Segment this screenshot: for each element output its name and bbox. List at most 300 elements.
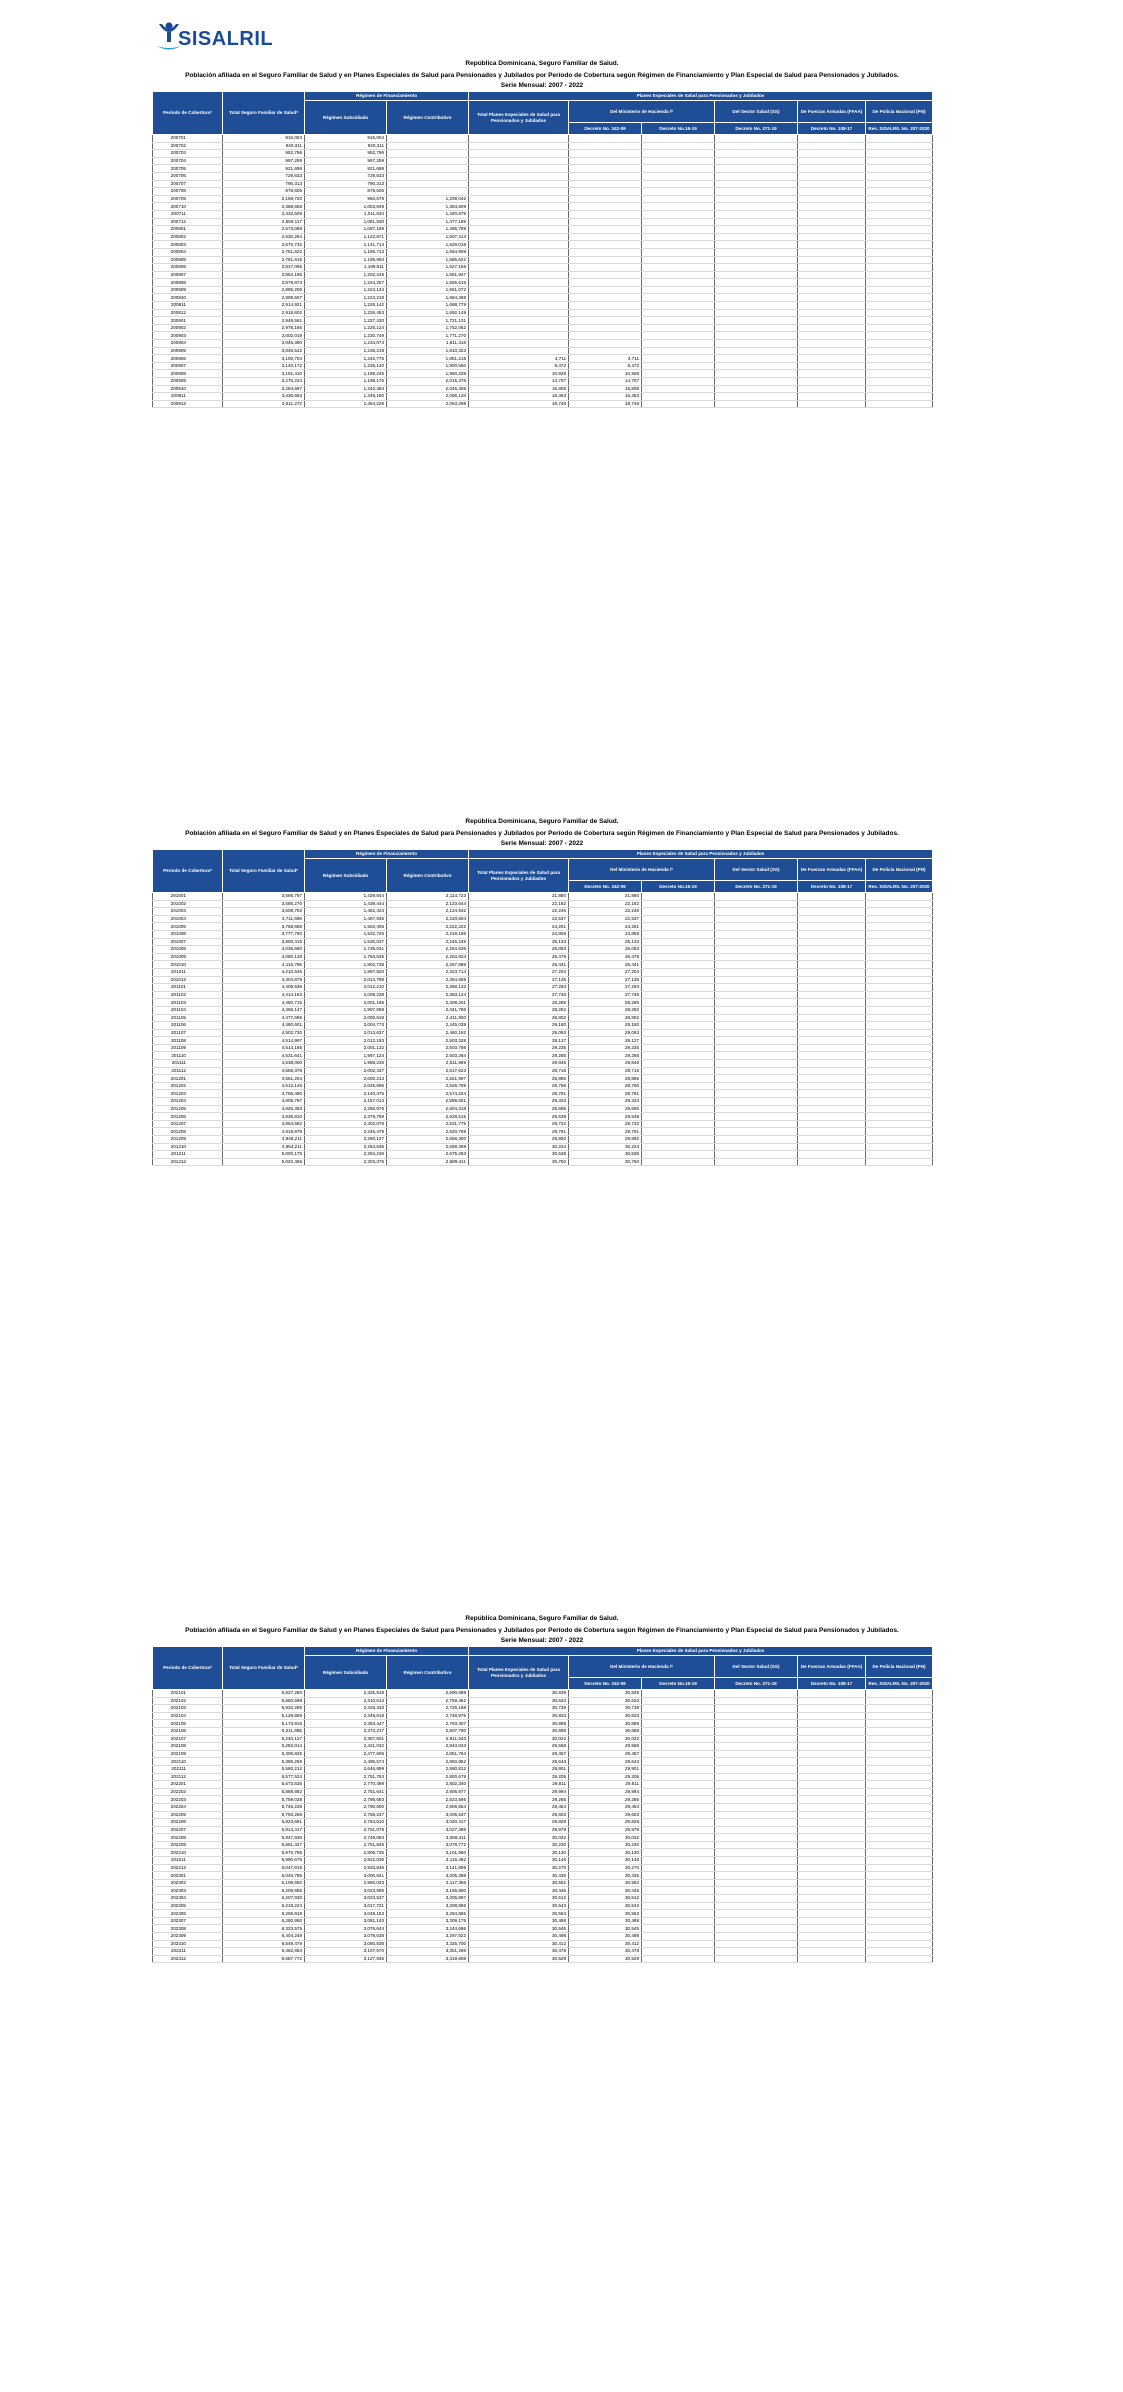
col-res-pn: Res. SISALRIL No. 207-2020 xyxy=(866,1678,933,1690)
col-contributivo: Régimen Contributivo xyxy=(387,1656,469,1690)
cell-dec-16 xyxy=(642,1955,715,1963)
cell-sector-salud xyxy=(715,1151,798,1159)
col-res-pn: Res. SISALRIL No. 207-2020 xyxy=(866,881,933,893)
table-row xyxy=(153,1037,933,1045)
cell-total-planes: 22,182 xyxy=(469,900,569,908)
cell-subsidiado: 2,751,845 xyxy=(305,1841,387,1849)
cell-sector-salud xyxy=(715,188,798,196)
cell-contributivo: 2,689,411 xyxy=(387,1158,469,1166)
cell-dec-342: 30,498 xyxy=(569,1933,642,1941)
col-pn: De Policía Nacional (PN) xyxy=(866,1656,933,1678)
cell-contributivo: 2,574,224 xyxy=(387,1090,469,1098)
cell-periodo: 200904 xyxy=(153,340,223,348)
cell-total: 5,173,916 xyxy=(223,1720,305,1728)
cell-contributivo: 2,843,043 xyxy=(387,1743,469,1751)
cell-dec-16 xyxy=(642,279,715,287)
cell-subsidiado: 1,454,226 xyxy=(305,400,387,408)
cell-total: 5,827,280 xyxy=(223,1690,305,1698)
cell-dec-342: 16,363 xyxy=(569,393,642,401)
cell-dec-16 xyxy=(642,210,715,218)
cell-contributivo: 3,141,899 xyxy=(387,1864,469,1872)
cell-subsidiado: 1,242,775 xyxy=(305,355,387,363)
cell-ffaa xyxy=(798,1098,866,1106)
col-dec-342: Decreto No. 342-09 xyxy=(569,123,642,135)
cell-pn xyxy=(866,1902,933,1910)
cell-periodo: 202108 xyxy=(153,1743,223,1751)
cell-total: 2,978,186 xyxy=(223,324,305,332)
cell-dec-16 xyxy=(642,1819,715,1827)
cell-ffaa xyxy=(798,1060,866,1068)
cell-dec-342: 26,093 xyxy=(569,946,642,954)
sisalril-logo xyxy=(156,20,274,56)
cell-periodo: 202207 xyxy=(153,1826,223,1834)
cell-dec-342: 29,285 xyxy=(569,1796,642,1804)
cell-periodo: 201008 xyxy=(153,946,223,954)
cell-subsidiado: 997,259 xyxy=(305,157,387,165)
cell-total: 5,746,238 xyxy=(223,1803,305,1811)
cell-contributivo: 3,284,865 xyxy=(387,1910,469,1918)
cell-contributivo: 2,368,133 xyxy=(387,984,469,992)
cell-pn xyxy=(866,195,933,203)
cell-pn xyxy=(866,256,933,264)
col-contributivo: Régimen Contributivo xyxy=(387,859,469,893)
cell-contributivo: 3,325,700 xyxy=(387,1940,469,1948)
cell-dec-342 xyxy=(569,150,642,158)
cell-contributivo: 3,020,417 xyxy=(387,1819,469,1827)
cell-dec-16 xyxy=(642,1090,715,1098)
table-row xyxy=(153,1803,933,1811)
cell-sector-salud xyxy=(715,1727,798,1735)
cell-contributivo: 3,079,772 xyxy=(387,1841,469,1849)
cell-subsidiado: 952,796 xyxy=(305,150,387,158)
cell-contributivo: 2,323,714 xyxy=(387,968,469,976)
cell-ffaa xyxy=(798,1143,866,1151)
table-row xyxy=(153,1151,933,1159)
cell-ffaa xyxy=(798,195,866,203)
cell-pn xyxy=(866,157,933,165)
cell-total: 5,823,691 xyxy=(223,1819,305,1827)
cell-pn xyxy=(866,1697,933,1705)
cell-ffaa xyxy=(798,968,866,976)
table-row xyxy=(153,1758,933,1766)
cell-contributivo: 2,806,977 xyxy=(387,1788,469,1796)
cell-total-planes: 29,828 xyxy=(469,1819,569,1827)
cell-sector-salud xyxy=(715,1811,798,1819)
table-row xyxy=(153,1120,933,1128)
cell-total-planes xyxy=(469,210,569,218)
logo-text: SISALRIL xyxy=(178,28,274,50)
cell-ffaa xyxy=(798,1044,866,1052)
cell-dec-16 xyxy=(642,1006,715,1014)
cell-contributivo: 2,503,284 xyxy=(387,1052,469,1060)
cell-sector-salud xyxy=(715,150,798,158)
cell-ffaa xyxy=(798,165,866,173)
cell-dec-342: 28,716 xyxy=(569,1067,642,1075)
cell-subsidiado: 1,349,180 xyxy=(305,393,387,401)
report-serie: Serie Mensual: 2007 - 2022 xyxy=(500,840,584,847)
cell-subsidiado: 3,107,570 xyxy=(305,1948,387,1956)
cell-periodo: 201101 xyxy=(153,984,223,992)
cell-ffaa xyxy=(798,1834,866,1842)
cell-dec-342: 8,472 xyxy=(569,362,642,370)
cell-dec-342: 21,880 xyxy=(569,893,642,901)
table-row xyxy=(153,241,933,249)
cell-total: 3,711,696 xyxy=(223,915,305,923)
cell-ffaa xyxy=(798,953,866,961)
cell-total: 4,450,715 xyxy=(223,999,305,1007)
cell-total: 4,825,393 xyxy=(223,1105,305,1113)
cell-contributivo: 2,511,889 xyxy=(387,1060,469,1068)
col-regimen-group: Régimen de Financiamiento xyxy=(305,1647,469,1656)
cell-total: 5,990,676 xyxy=(223,1857,305,1865)
cell-periodo: 200703 xyxy=(153,150,223,158)
cell-subsidiado: 3,076,644 xyxy=(305,1925,387,1933)
cell-sector-salud xyxy=(715,324,798,332)
cell-dec-342 xyxy=(569,241,642,249)
cell-pn xyxy=(866,385,933,393)
cell-dec-342 xyxy=(569,210,642,218)
cell-total-planes: 27,293 xyxy=(469,984,569,992)
cell-dec-342: 29,333 xyxy=(569,1098,642,1106)
cell-sector-salud xyxy=(715,203,798,211)
cell-dec-16 xyxy=(642,195,715,203)
table-row xyxy=(153,1690,933,1698)
cell-pn xyxy=(866,1720,933,1728)
cell-dec-342 xyxy=(569,172,642,180)
cell-subsidiado: 1,141,714 xyxy=(305,241,387,249)
report-serie: Serie Mensual: 2007 - 2022 xyxy=(500,1637,584,1644)
cell-contributivo: 2,264,636 xyxy=(387,946,469,954)
cell-total-planes: 30,488 xyxy=(469,1917,569,1925)
cell-periodo: 200805 xyxy=(153,256,223,264)
cell-ffaa xyxy=(798,1857,866,1865)
cell-dec-342: 29,205 xyxy=(569,1773,642,1781)
cell-pn xyxy=(866,271,933,279)
cell-ffaa xyxy=(798,226,866,234)
cell-periodo: 202210 xyxy=(153,1849,223,1857)
cell-dec-342: 30,543 xyxy=(569,1902,642,1910)
cell-dec-16 xyxy=(642,961,715,969)
cell-dec-16 xyxy=(642,218,715,226)
cell-dec-342: 29,568 xyxy=(569,1743,642,1751)
cell-subsidiado: 950,678 xyxy=(305,195,387,203)
table-row xyxy=(153,1735,933,1743)
cell-contributivo: 3,208,866 xyxy=(387,1902,469,1910)
cell-dec-16 xyxy=(642,1712,715,1720)
cell-total: 4,477,688 xyxy=(223,1014,305,1022)
cell-dec-16 xyxy=(642,1750,715,1758)
cell-total-planes xyxy=(469,165,569,173)
cell-sector-salud xyxy=(715,1720,798,1728)
cell-periodo: 202107 xyxy=(153,1735,223,1743)
cell-subsidiado: 2,751,753 xyxy=(305,1773,387,1781)
cell-dec-342: 27,746 xyxy=(569,991,642,999)
table-row xyxy=(153,195,933,203)
cell-dec-16 xyxy=(642,385,715,393)
cell-pn xyxy=(866,286,933,294)
cell-periodo: 202101 xyxy=(153,1690,223,1698)
cell-contributivo: 2,906,854 xyxy=(387,1803,469,1811)
cell-total: 3,608,792 xyxy=(223,908,305,916)
cell-contributivo: 2,503,328 xyxy=(387,1037,469,1045)
cell-sector-salud xyxy=(715,1029,798,1037)
cell-total-planes: 30,562 xyxy=(469,1879,569,1887)
cell-dec-342: 18,748 xyxy=(569,400,642,408)
col-regimen-group: Régimen de Financiamiento xyxy=(305,92,469,101)
cell-ffaa xyxy=(798,908,866,916)
cell-subsidiado: 2,000,213 xyxy=(305,1075,387,1083)
cell-pn xyxy=(866,984,933,992)
cell-sector-salud xyxy=(715,1781,798,1789)
cell-total-planes: 21,880 xyxy=(469,893,569,901)
cell-dec-16 xyxy=(642,1098,715,1106)
cell-dec-342 xyxy=(569,165,642,173)
cell-sector-salud xyxy=(715,286,798,294)
cell-pn xyxy=(866,302,933,310)
cell-sector-salud xyxy=(715,1933,798,1941)
cell-total-planes: 26,093 xyxy=(469,946,569,954)
cell-dec-16 xyxy=(642,1841,715,1849)
cell-dec-342: 30,130 xyxy=(569,1849,642,1857)
cell-dec-16 xyxy=(642,930,715,938)
cell-ffaa xyxy=(798,1864,866,1872)
cell-total-planes xyxy=(469,203,569,211)
table-row xyxy=(153,1857,933,1865)
cell-sector-salud xyxy=(715,1158,798,1166)
cell-periodo: 201110 xyxy=(153,1052,223,1060)
cell-ffaa xyxy=(798,900,866,908)
cell-total: 4,531,641 xyxy=(223,1052,305,1060)
cell-dec-342 xyxy=(569,180,642,188)
table-row xyxy=(153,1925,933,1933)
cell-dec-16 xyxy=(642,1933,715,1941)
cell-total-planes xyxy=(469,271,569,279)
cell-sector-salud xyxy=(715,1143,798,1151)
report-subtitle: Población afiliada en el Seguro Familiar de Salud y en Planes Especiales de Salud para Pensionados y Jubilados por Período de Cobertura según Régimen de Financiamiento y Plan Especial de Salud para Pensionados y Jubilados. xyxy=(185,72,899,79)
cell-pn xyxy=(866,188,933,196)
cell-pn xyxy=(866,294,933,302)
cell-dec-16 xyxy=(642,946,715,954)
cell-dec-342: 29,732 xyxy=(569,1120,642,1128)
cell-ffaa xyxy=(798,1773,866,1781)
cell-subsidiado: 1,011,634 xyxy=(305,210,387,218)
col-periodo: Período de Cobertura* xyxy=(153,1647,223,1690)
cell-contributivo: 2,800,678 xyxy=(387,1773,469,1781)
cell-pn xyxy=(866,210,933,218)
cell-pn xyxy=(866,1037,933,1045)
cell-sector-salud xyxy=(715,256,798,264)
cell-total: 3,045,390 xyxy=(223,340,305,348)
cell-dec-16 xyxy=(642,370,715,378)
cell-contributivo: 1,811,316 xyxy=(387,340,469,348)
cell-total: 952,796 xyxy=(223,150,305,158)
cell-dec-342: 26,441 xyxy=(569,961,642,969)
cell-total: 4,919,979 xyxy=(223,1128,305,1136)
cell-subsidiado: 2,795,693 xyxy=(305,1796,387,1804)
cell-contributivo: 3,351,286 xyxy=(387,1948,469,1956)
cell-sector-salud xyxy=(715,915,798,923)
table-row xyxy=(153,1082,933,1090)
report-subtitle: Población afiliada en el Seguro Familiar de Salud y en Planes Especiales de Salud para Pensionados y Jubilados por Período de Cobertura según Régimen de Financiamiento y Plan Especial de Salud para Pensionados y Jubilados. xyxy=(185,830,899,837)
cell-sector-salud xyxy=(715,976,798,984)
cell-total: 5,580,212 xyxy=(223,1765,305,1773)
cell-total: 4,210,645 xyxy=(223,968,305,976)
cell-total: 4,409,636 xyxy=(223,984,305,992)
cell-sector-salud xyxy=(715,984,798,992)
cell-subsidiado: 1,736,031 xyxy=(305,946,387,954)
cell-contributivo: 3,116,492 xyxy=(387,1857,469,1865)
cell-total: 6,482,654 xyxy=(223,1948,305,1956)
cell-ffaa xyxy=(798,946,866,954)
cell-ffaa xyxy=(798,1917,866,1925)
cell-subsidiado: 2,325,918 xyxy=(305,1690,387,1698)
cell-ffaa xyxy=(798,1841,866,1849)
cell-contributivo xyxy=(387,157,469,165)
cell-sector-salud xyxy=(715,1955,798,1963)
cell-pn xyxy=(866,900,933,908)
cell-subsidiado: 2,950,033 xyxy=(305,1879,387,1887)
cell-subsidiado: 1,429,844 xyxy=(305,893,387,901)
cell-subsidiado: 2,013,798 xyxy=(305,976,387,984)
cell-contributivo: 1,477,185 xyxy=(387,218,469,226)
col-sector-salud: Del Sector Salud (SS) xyxy=(715,1656,798,1678)
cell-total: 4,948,211 xyxy=(223,1136,305,1144)
cell-total: 5,211,695 xyxy=(223,1727,305,1735)
cell-pn xyxy=(866,1895,933,1903)
cell-subsidiado: 2,246,479 xyxy=(305,1128,387,1136)
cell-total: 2,908,507 xyxy=(223,294,305,302)
cell-total-planes: 30,833 xyxy=(469,1712,569,1720)
cell-contributivo: 2,267,886 xyxy=(387,961,469,969)
cell-subsidiado: 2,387,601 xyxy=(305,1735,387,1743)
cell-dec-16 xyxy=(642,1857,715,1865)
cell-dec-342: 29,979 xyxy=(569,1826,642,1834)
cell-dec-16 xyxy=(642,355,715,363)
cell-contributivo: 2,045,405 xyxy=(387,385,469,393)
cell-ffaa xyxy=(798,1743,866,1751)
cell-contributivo xyxy=(387,188,469,196)
cell-periodo: 202311 xyxy=(153,1948,223,1956)
cell-pn xyxy=(866,165,933,173)
cell-dec-16 xyxy=(642,1720,715,1728)
table-row xyxy=(153,1743,933,1751)
cell-dec-16 xyxy=(642,1735,715,1743)
cell-total-planes: 30,688 xyxy=(469,1727,569,1735)
cell-subsidiado: 1,226,453 xyxy=(305,309,387,317)
cell-pn xyxy=(866,1151,933,1159)
cell-contributivo: 2,620,769 xyxy=(387,1128,469,1136)
cell-pn xyxy=(866,1864,933,1872)
cell-contributivo: 2,590,688 xyxy=(387,1690,469,1698)
cell-subsidiado: 729,633 xyxy=(305,172,387,180)
cell-total: 6,280,950 xyxy=(223,1917,305,1925)
cell-dec-342: 30,688 xyxy=(569,1727,642,1735)
cell-contributivo xyxy=(387,150,469,158)
cell-pn xyxy=(866,203,933,211)
col-dec-108: Decreto No. 108-17 xyxy=(798,881,866,893)
cell-dec-342: 27,293 xyxy=(569,984,642,992)
table-row xyxy=(153,1895,933,1903)
cell-subsidiado: 2,008,238 xyxy=(305,991,387,999)
cell-total-planes: 30,563 xyxy=(469,1910,569,1918)
cell-total: 4,954,211 xyxy=(223,1143,305,1151)
cell-contributivo: 3,205,897 xyxy=(387,1895,469,1903)
cell-periodo: 200803 xyxy=(153,241,223,249)
cell-subsidiado: 2,751,641 xyxy=(305,1788,387,1796)
cell-sector-salud xyxy=(715,1128,798,1136)
cell-total: 4,036,690 xyxy=(223,946,305,954)
cell-ffaa xyxy=(798,378,866,386)
cell-subsidiado: 2,749,093 xyxy=(305,1834,387,1842)
cell-total-planes xyxy=(469,180,569,188)
cell-dec-342: 29,180 xyxy=(569,1022,642,1030)
col-planes-group: Planes Especiales de Salud para Pensionados y Jubilados xyxy=(469,1647,933,1656)
cell-pn xyxy=(866,1765,933,1773)
cell-dec-342: 30,563 xyxy=(569,1910,642,1918)
cell-dec-16 xyxy=(642,938,715,946)
cell-dec-342: 29,454 xyxy=(569,1803,642,1811)
cell-dec-16 xyxy=(642,332,715,340)
cell-subsidiado: 2,012,210 xyxy=(305,984,387,992)
table-row xyxy=(153,302,933,310)
cell-total: 2,781,615 xyxy=(223,256,305,264)
cell-contributivo: 1,655,616 xyxy=(387,279,469,287)
cell-sector-salud xyxy=(715,923,798,931)
cell-periodo: 202302 xyxy=(153,1879,223,1887)
cell-dec-16 xyxy=(642,991,715,999)
cell-dec-342 xyxy=(569,286,642,294)
cell-contributivo: 2,628,515 xyxy=(387,1113,469,1121)
col-hacienda: Del Ministerio de Hacienda /* xyxy=(569,859,715,881)
cell-periodo: 200911 xyxy=(153,393,223,401)
cell-total: 3,566,797 xyxy=(223,893,305,901)
cell-periodo: 200909 xyxy=(153,378,223,386)
cell-sector-salud xyxy=(715,1022,798,1030)
table-row xyxy=(153,984,933,992)
cell-pn xyxy=(866,1128,933,1136)
cell-total: 5,573,635 xyxy=(223,1781,305,1789)
cell-contributivo: 1,851,218 xyxy=(387,355,469,363)
cell-dec-16 xyxy=(642,1022,715,1030)
cell-contributivo: 2,604,318 xyxy=(387,1105,469,1113)
cell-ffaa xyxy=(798,1128,866,1136)
cell-contributivo: 1,651,947 xyxy=(387,271,469,279)
table-row xyxy=(153,135,933,143)
cell-subsidiado: 940,311 xyxy=(305,142,387,150)
cell-sector-salud xyxy=(715,1098,798,1106)
cell-total: 4,538,000 xyxy=(223,1060,305,1068)
cell-total-planes xyxy=(469,302,569,310)
cell-periodo: 200907 xyxy=(153,362,223,370)
cell-subsidiado: 2,303,375 xyxy=(305,1158,387,1166)
cell-contributivo: 2,411,900 xyxy=(387,1014,469,1022)
cell-total-planes xyxy=(469,241,569,249)
col-hacienda: Del Ministerio de Hacienda /* xyxy=(569,101,715,123)
cell-sector-salud xyxy=(715,241,798,249)
cell-sector-salud xyxy=(715,1940,798,1948)
cell-pn xyxy=(866,1910,933,1918)
cell-subsidiado: 1,242,484 xyxy=(305,385,387,393)
cell-periodo: 201112 xyxy=(153,1067,223,1075)
cell-total: 5,759,038 xyxy=(223,1796,305,1804)
cell-dec-16 xyxy=(642,1037,715,1045)
cell-pn xyxy=(866,218,933,226)
cell-ffaa xyxy=(798,1158,866,1166)
cell-sector-salud xyxy=(715,226,798,234)
cell-sector-salud xyxy=(715,938,798,946)
cell-pn xyxy=(866,1803,933,1811)
cell-total-planes: 30,760 xyxy=(469,1158,569,1166)
